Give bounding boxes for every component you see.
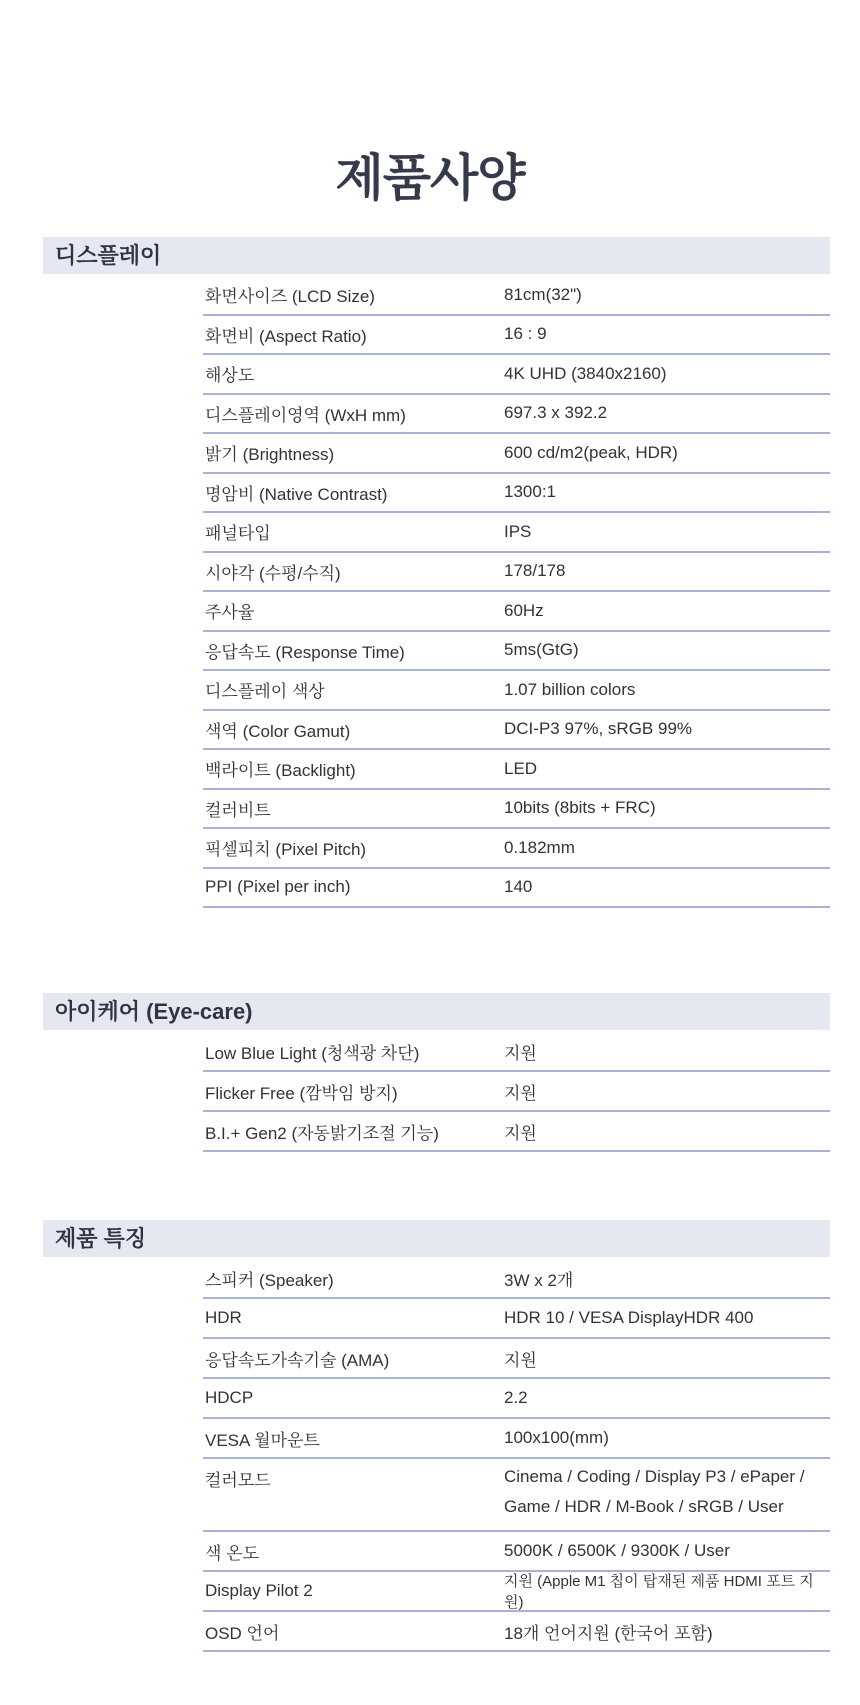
spec-value: 2.2 [504, 1388, 528, 1407]
spec-row [203, 276, 830, 316]
spec-value: 140 [504, 877, 533, 897]
spec-label: Low Blue Light (청색광 차단) [205, 1043, 420, 1063]
spec-label: 화면사이즈 (LCD Size) [205, 287, 375, 307]
spec-label: 백라이트 (Backlight) [205, 761, 356, 781]
spec-label: 명암비 (Native Contrast) [205, 484, 388, 504]
spec-row [203, 632, 830, 672]
spec-row [203, 1379, 830, 1419]
spec-label: 색 온도 [205, 1543, 259, 1563]
spec-value: 60Hz [504, 600, 544, 620]
spec-label: 컬러비트 [205, 800, 271, 820]
spec-value: 81cm(32") [504, 284, 582, 304]
spec-label: OSD 언어 [205, 1623, 280, 1643]
spec-label: 해상도 [205, 366, 255, 386]
spec-value: 지원 [504, 1123, 537, 1143]
spec-row [203, 1259, 830, 1299]
spec-value: 지원 (Apple M1 칩이 탑재된 제품 HDMI 포트 지원) [504, 1573, 814, 1611]
spec-label: 색역 (Color Gamut) [205, 721, 351, 741]
spec-row [203, 750, 830, 790]
spec-row [203, 395, 830, 435]
spec-row [203, 1299, 830, 1339]
spec-value: HDR 10 / VESA DisplayHDR 400 [504, 1308, 754, 1327]
spec-value: 16 : 9 [504, 324, 547, 344]
spec-label: 화면비 (Aspect Ratio) [205, 326, 367, 346]
section-features [43, 1220, 830, 1652]
spec-value: IPS [504, 521, 532, 541]
spec-value: 지원 [504, 1043, 537, 1063]
spec-label: 디스플레이 색상 [205, 682, 325, 702]
spec-table [203, 274, 830, 908]
spec-value: DCI-P3 97%, sRGB 99% [504, 719, 693, 739]
spec-row [203, 671, 830, 711]
spec-label: 스피커 (Speaker) [205, 1270, 334, 1290]
spec-row [203, 1112, 830, 1152]
spec-row [203, 1032, 830, 1072]
page-title: 제품사양 [335, 150, 525, 206]
section-heading: 제품 특징 [43, 1220, 830, 1257]
spec-row [203, 592, 830, 632]
spec-row [203, 434, 830, 474]
spec-row [203, 1339, 830, 1379]
spec-row [203, 1072, 830, 1112]
spec-value: Cinema / Coding / Display P3 / ePaper / Game / HDR / M-Book / sRGB / User [504, 1467, 805, 1516]
spec-row [203, 513, 830, 553]
spec-value: 0.182mm [504, 837, 575, 857]
spec-value: 5000K / 6500K / 9300K / User [504, 1541, 730, 1560]
spec-label: HDCP [205, 1388, 254, 1407]
spec-row [203, 474, 830, 514]
spec-value: 600 cd/m2(peak, HDR) [504, 442, 678, 462]
spec-row [203, 790, 830, 830]
spec-value: 697.3 x 392.2 [504, 403, 608, 423]
spec-value: 100x100(mm) [504, 1428, 609, 1447]
spec-value: 지원 [504, 1350, 537, 1370]
spec-label: 픽셀피치 (Pixel Pitch) [205, 840, 367, 860]
spec-label: 주사율 [205, 603, 255, 623]
spec-label: 응답속도가속기술 (AMA) [205, 1350, 390, 1370]
section-display [43, 237, 830, 908]
spec-row [203, 829, 830, 869]
spec-label: Display Pilot 2 [205, 1581, 313, 1600]
spec-value: 4K UHD (3840x2160) [504, 363, 667, 383]
spec-value: 5ms(GtG) [504, 640, 579, 660]
spec-label: PPI (Pixel per inch) [205, 877, 351, 897]
spec-label: 패널타입 [205, 524, 271, 544]
spec-row [203, 869, 830, 909]
spec-row [203, 1459, 830, 1532]
spec-value: 178/178 [504, 561, 566, 581]
spec-label: 응답속도 (Response Time) [205, 642, 405, 662]
spec-table [203, 1257, 830, 1652]
spec-table [203, 1030, 830, 1152]
spec-row [203, 553, 830, 593]
spec-label: B.I.+ Gen2 (자동밝기조절 기능) [205, 1123, 439, 1143]
section-heading: 아이케어 (Eye-care) [43, 993, 830, 1030]
spec-label: 시야각 (수평/수직) [205, 563, 341, 583]
spec-value: 3W x 2개 [504, 1270, 574, 1290]
spec-label: HDR [205, 1308, 242, 1327]
spec-label: Flicker Free (깜박임 방지) [205, 1083, 398, 1103]
spec-row [203, 1612, 830, 1652]
spec-value: 지원 [504, 1083, 537, 1103]
spec-row [203, 1532, 830, 1572]
section-heading: 디스플레이 [43, 237, 830, 274]
spec-row [203, 1419, 830, 1459]
spec-row [203, 711, 830, 751]
spec-label: 밝기 (Brightness) [205, 445, 335, 465]
spec-label: 컬러모드 [205, 1471, 271, 1490]
spec-label: 디스플레이영역 (WxH mm) [205, 405, 406, 425]
spec-value: 1300:1 [504, 482, 556, 502]
section-eye-care [43, 993, 830, 1152]
spec-value: 1.07 billion colors [504, 679, 636, 699]
spec-label: VESA 월마운트 [205, 1430, 320, 1450]
spec-row [203, 1572, 830, 1612]
spec-value: LED [504, 758, 538, 778]
spec-value: 10bits (8bits + FRC) [504, 798, 656, 818]
spec-value: 18개 언어지원 (한국어 포함) [504, 1623, 713, 1643]
spec-row [203, 316, 830, 356]
spec-row [203, 355, 830, 395]
